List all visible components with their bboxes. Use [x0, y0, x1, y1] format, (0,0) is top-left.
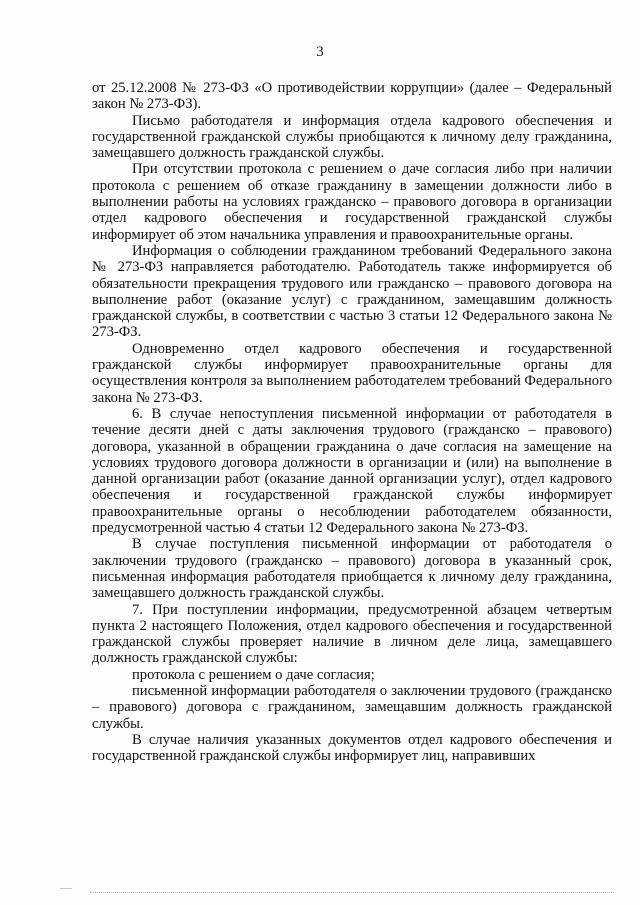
paragraph-employer-info-item: письменной информации работодателя о заключении трудового (гражданско – правового) договора с гражданином, замещавшим должность гражданской службы.	[92, 682, 612, 732]
paragraph-section-6: 6. В случае непоступления письменной информации от работодателя в течение десяти дней с даты заключения трудового (гражданско – правового) договора, указанной в обращении гражданина о даче согласия на замещение на условиях трудового договора должности в организации и (или) на выполнение в данной организации работ (оказание данной организации услуг), отдел кадрового обеспечения и государственной гражданской службы информирует правоохранительные органы о несоблюдении работодателем обязанности, предусмотренной частью 4 статьи 12 Федерального закона № 273-ФЗ.	[92, 405, 612, 537]
paragraph-simultaneous-notice: Одновременно отдел кадрового обеспечения и государственной гражданской службы информирует правоохранительные органы для осуществления контроля за выполнением работодателем требований Федерального закона № 273-ФЗ.	[92, 340, 613, 406]
paragraph-protocol-item: протокола с решением о даче согласия;	[132, 666, 375, 683]
paragraph-employer-letter: Письмо работодателя и информация отдела кадрового обеспечения и государственной гражданской службы приобщаются к личному делу гражданина, замещавшего должность гражданской службы.	[92, 112, 612, 162]
scan-artifact-left	[60, 888, 72, 895]
document-body	[92, 80, 612, 764]
scan-artifact-bottom	[90, 892, 614, 894]
paragraph-documents-present: В случае наличия указанных документов отдел кадрового обеспечения и государственной гражданской службы информирует лиц, направивших	[92, 731, 612, 765]
paragraph-section-7: 7. При поступлении информации, предусмотренной абзацем четвертым пункта 2 настоящего Положения, отдел кадрового обеспечения и государственной гражданской службы проверяет наличие в личном деле лица, замещавшего должность гражданской службы:	[92, 601, 612, 667]
paragraph-law-reference: от 25.12.2008 № 273-ФЗ «О противодействии коррупции» (далее – Федеральный закон № 273-ФЗ).	[92, 80, 612, 113]
paragraph-compliance-info: Информация о соблюдении гражданином требований Федерального закона № 273-ФЗ направляется работодателю. Работодатель также информируется об обязательности прекращения трудового или гражданско – правового договора на выполнение работ (оказание услуг) с гражданином, замещавшим должность гражданской службы, в соответствии с частью 3 статьи 12 Федерального закона № 273-ФЗ.	[92, 242, 612, 341]
paragraph-written-info-received: В случае поступления письменной информации от работодателя о заключении трудового (гражданско – правового) договора в указанный срок, письменная информация работодателя приобщается к личному делу гражданина, замещавшего должность гражданской службы.	[92, 536, 612, 602]
paragraph-no-protocol: При отсутствии протокола с решением о даче согласия либо при наличии протокола с решением об отказе гражданину в замещении должности либо в выполнении работы на условиях гражданско – правового договора в организации отдел кадрового обеспечения и государственной гражданской службы информирует об этом начальника управления и правоохранительные органы.	[92, 161, 612, 243]
page-number: 3	[316, 44, 324, 60]
